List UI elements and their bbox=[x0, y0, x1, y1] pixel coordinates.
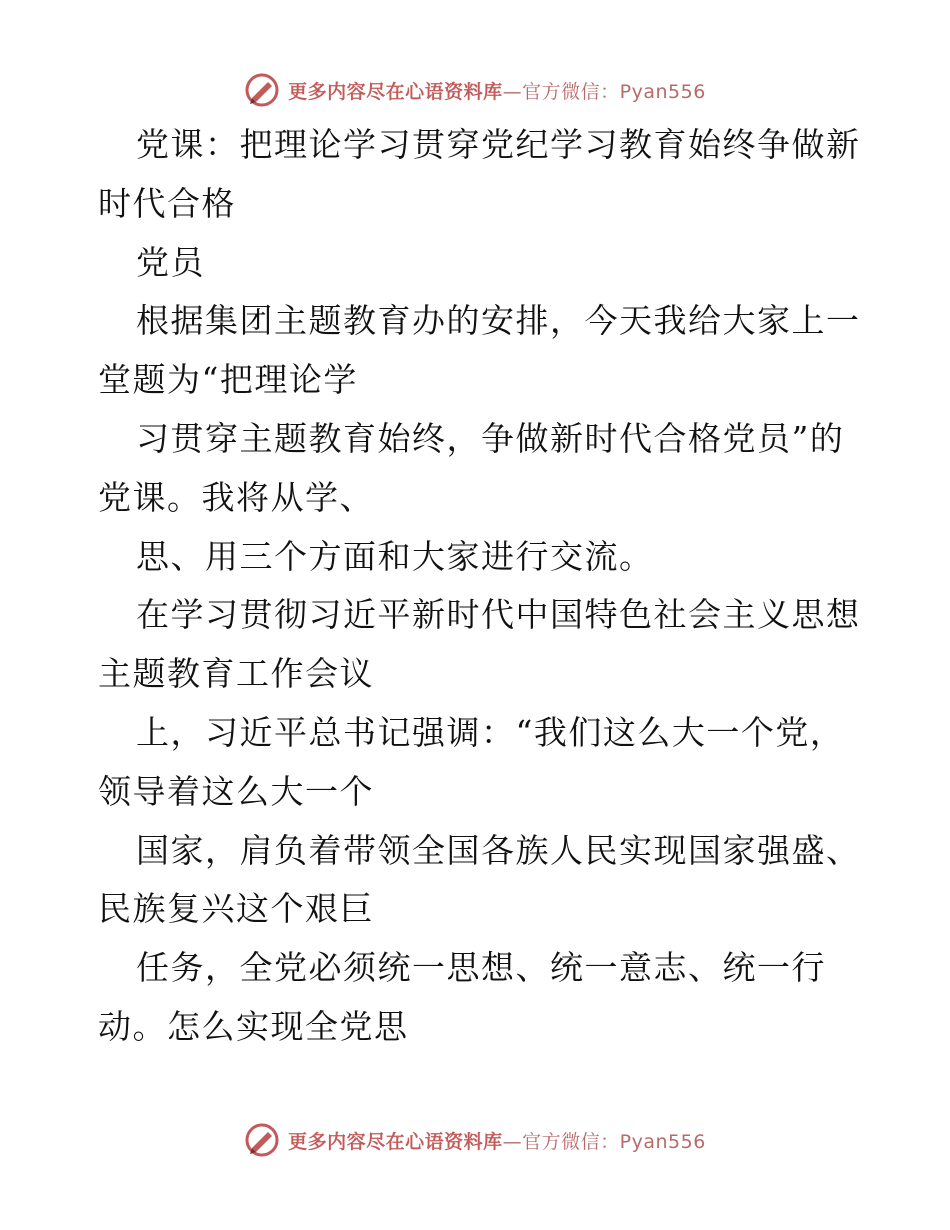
text-line: 主题教育工作会议 bbox=[98, 654, 374, 694]
watermark-lead: 更多内容尽在心语资料库 bbox=[288, 1130, 503, 1153]
text-line: 党课：把理论学习贯穿党纪学习教育始终争做新 bbox=[136, 125, 861, 164]
header-watermark bbox=[0, 70, 950, 110]
text-line: 党课。我将从学、 bbox=[98, 477, 374, 517]
watermark-text bbox=[288, 1127, 706, 1154]
text-line: 在学习贯彻习近平新时代中国特色社会主义思想 bbox=[136, 595, 861, 635]
watermark-lead: 更多内容尽在心语资料库 bbox=[288, 80, 503, 103]
text-line: 党员 bbox=[136, 242, 205, 282]
text-line: 领导着这么大一个 bbox=[98, 771, 374, 811]
text-line: 堂题为“把理论学 bbox=[98, 360, 358, 400]
text-line: 民族复兴这个艰巨 bbox=[98, 889, 374, 929]
text-line: 思、用三个方面和大家进行交流。 bbox=[136, 536, 654, 576]
text-line: 时代合格 bbox=[98, 183, 236, 223]
pen-logo-icon bbox=[244, 1122, 280, 1158]
pen-logo-icon bbox=[244, 72, 280, 108]
text-line: 根据集团主题教育办的安排，今天我给大家上一 bbox=[136, 301, 861, 341]
text-line: 任务，全党必须统一思想、统一意志、统一行 bbox=[136, 948, 826, 988]
text-line: 动。怎么实现全党思 bbox=[98, 1006, 409, 1046]
watermark-tail: —官方微信：Pyan556 bbox=[502, 80, 706, 103]
text-line: 上，习近平总书记强调：“我们这么大一个党， bbox=[136, 712, 845, 752]
watermark-tail: —官方微信：Pyan556 bbox=[502, 1130, 706, 1153]
footer-watermark bbox=[0, 1120, 950, 1160]
document-body bbox=[98, 116, 861, 1057]
text-line: 习贯穿主题教育始终，争做新时代合格党员”的 bbox=[136, 418, 845, 458]
watermark-text bbox=[288, 77, 706, 104]
text-line: 国家，肩负着带领全国各族人民实现国家强盛、 bbox=[136, 830, 861, 870]
